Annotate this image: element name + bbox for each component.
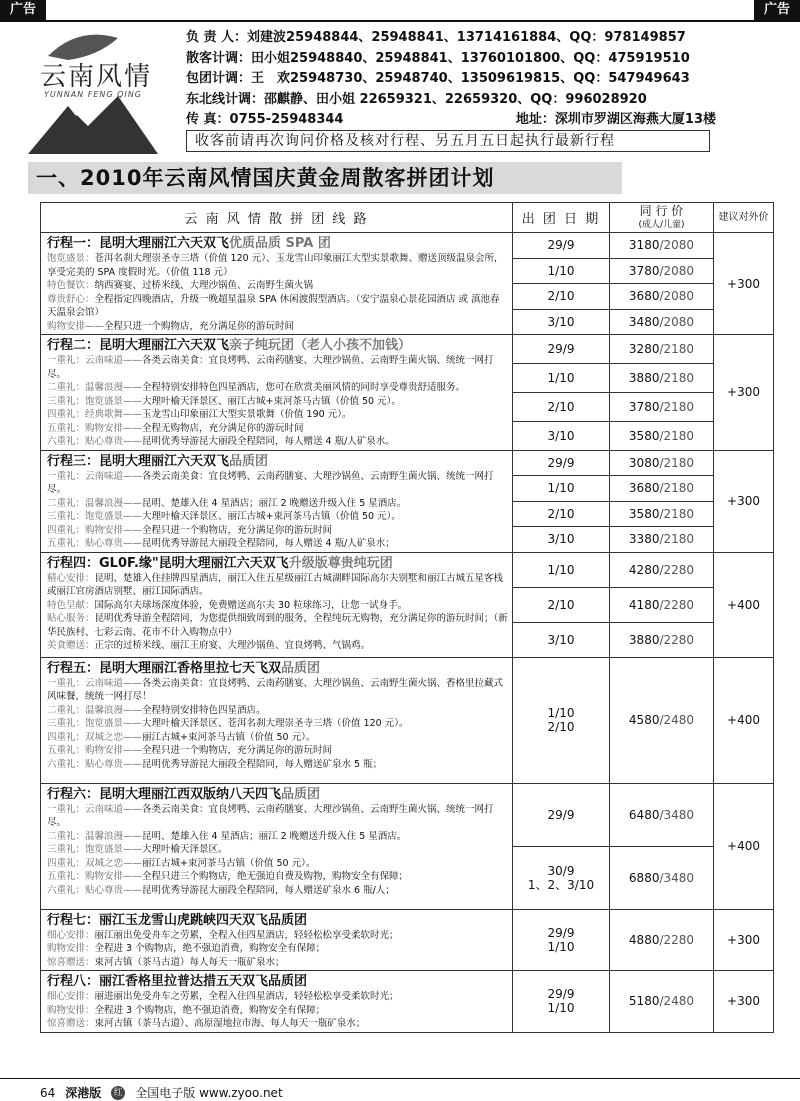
price-cell [610,233,714,259]
route-title-main: 行程六：昆明大理丽江西双版纳八天四飞 [47,786,282,802]
route-detail-line [47,279,508,293]
departure-date: 2/10 [513,587,610,622]
departure-date: 29/9 1/10 [513,971,610,1033]
detail-label: 三重礼：饱览盛景—— [47,844,143,855]
route-cell [41,971,513,1033]
detail-label: 惊喜赠送： [47,956,95,968]
price-cell [610,284,714,310]
price-separator: / [659,263,664,278]
logo-title: 云南风情 [40,62,153,92]
child-price: 2180 [663,532,695,547]
route-detail-line [47,990,508,1004]
col-price-label: 同 行 价 [639,203,684,218]
price-separator: / [659,455,664,470]
adult-price: 3480 [628,314,660,329]
adult-price: 3580 [628,506,660,521]
route-detail-line [47,843,508,857]
suggested-price: +300 [714,971,774,1033]
departure-date: 29/9 [513,783,610,846]
route-detail-line [47,677,508,704]
departure-date: 30/9 1、2、3/10 [513,846,610,909]
departure-date: 3/10 [513,421,610,450]
price-cell [610,909,714,971]
footer-site: 全国电子版 www.zyoo.net [135,1086,283,1100]
departure-date: 29/9 1/10 [513,909,610,971]
departure-date: 1/10 [513,258,610,284]
departure-date: 1/10 2/10 [513,657,610,783]
detail-text: 昆明、楚雄入住 4 星酒店；丽江 2 晚赠送升级入住 5 星酒店。 [142,497,407,509]
suggested-price: +300 [714,909,774,971]
route-title-highlight: 品质团 [281,660,321,676]
detail-text: 纳西赛宴、过桥米线、大理沙锅鱼、云南野生菌火锅 [94,280,314,291]
detail-text: 束河古镇（茶马古道）、高原湿地拉市海、每人每天一瓶矿泉水； [94,1018,366,1029]
detail-label: 二重礼：温馨浪漫—— [47,382,143,393]
route-cell [41,335,513,451]
child-price: 2180 [663,428,695,443]
route-detail-line [47,422,508,436]
child-price: 2180 [663,399,695,414]
route-detail-line [47,830,508,844]
price-separator: / [659,289,664,304]
detail-text: 全程进 3 个购物店，绝不强迫消费，购物安全有保障； [94,1004,326,1016]
adult-price: 3180 [628,238,660,253]
detail-label: 五重礼：购物安排—— [47,422,143,434]
detail-text: 束河古镇（茶马古道）每人每天一瓶矿泉水； [94,956,285,968]
adult-price: 4580 [628,713,660,727]
col-date: 出 团 日 期 [513,203,610,233]
route-title [47,235,508,252]
route-title-highlight: 优质品质 SPA 团 [229,236,331,251]
bottom-divider [0,1078,800,1079]
adult-price: 4280 [628,562,660,577]
detail-text: 昆明优秀导游昆大丽段全程陪同，每人赠送 4 瓶/人矿泉水； [142,538,395,549]
detail-label: 二重礼：温馨浪漫—— [47,497,143,509]
route-cell [41,909,513,971]
departure-date: 3/10 [513,622,610,657]
route-title-main: 行程四：GL0F.缘"昆明大理丽江六天双飞 [47,555,289,571]
detail-label: 四重礼：双城之恋—— [47,731,143,743]
child-price: 2280 [663,932,695,947]
detail-label: 尊贵舒心： [47,293,95,305]
route-cell [41,657,513,783]
price-cell [610,309,714,335]
detail-text: 玉龙雪山印象丽江大型实景歌舞（价值 190 元）。 [142,409,352,420]
price-separator: / [659,994,664,1009]
adult-price: 6880 [628,870,660,885]
price-separator: / [659,870,664,885]
price-separator: / [659,506,664,521]
contact-line: 负 责 人：刘建波25948844、25948841、13714161884、QQ：978149857 [186,30,686,45]
detail-text: 全程特别安排特色四星酒店，您可在欣赏美丽风情的同时享受尊贵舒适服务。 [142,382,466,393]
route-title [47,337,508,354]
child-price: 2180 [663,506,695,521]
detail-label: 六重礼：贴心尊贵—— [47,758,143,770]
route-detail-line [47,599,508,613]
departure-date: 1/10 [513,363,610,392]
detail-label: 二重礼：温馨浪漫—— [47,704,143,716]
detail-label: 特色餐饮： [47,280,95,291]
child-price: 2180 [663,455,695,470]
price-cell [610,783,714,846]
route-detail-line [47,639,508,653]
price-separator: / [659,481,664,496]
detail-text: 全程只进三个购物店，绝无强迫自费及购物，购物安全有保障； [142,871,409,882]
company-logo [28,26,178,154]
departure-date: 2/10 [513,392,610,421]
detail-text: 大理叶榆天泽景区。 [142,844,228,855]
price-cell [610,587,714,622]
route-title-main: 行程三：昆明大理丽江六天双飞 [47,453,230,469]
adult-price: 3680 [628,289,660,304]
adult-price: 3880 [628,632,660,647]
suggested-price: +400 [714,783,774,909]
price-separator: / [659,428,664,443]
adult-price: 3780 [628,263,660,278]
route-detail-line [47,572,508,599]
price-cell [610,622,714,657]
route-title [47,786,508,803]
price-separator: / [659,713,664,727]
notice-box: 收客前请再次询问价格及核对行程、另五月五日起执行最新行程 [186,130,710,152]
col-price-sub: (成人/儿童) [638,219,685,230]
adult-price: 3780 [628,399,660,414]
table-row [41,450,774,476]
detail-text: 丽进丽出免受舟车之劳累，全程入住四星酒店，轻轻松松享受柔软时光； [94,991,399,1002]
route-detail-line [47,320,508,334]
adult-price: 3280 [628,341,660,356]
route-detail-line [47,354,508,381]
fax: 传 真：0755-25948344 [186,112,344,127]
detail-label: 五重礼：购物安排—— [47,745,143,756]
table-row [41,657,774,783]
contact-line: 散客计调：田小姐25948840、25948841、13760101800、QQ：475919510 [186,50,690,66]
price-cell [610,258,714,284]
fax-line [186,110,746,131]
departure-date: 3/10 [513,309,610,335]
route-detail-line [47,408,508,422]
route-title [47,912,508,929]
detail-label: 二重礼：温馨浪漫—— [47,830,143,842]
detail-text: 各类云南美食：宜良烤鸭、云南药膳宴、大理沙锅鱼、云南野生菌火锅、香格里拉藏式风味餐，统统一网打尽！ [47,677,504,702]
route-table [40,202,774,1033]
table-row [41,552,774,587]
route-detail-line [47,870,508,884]
suggested-price: +300 [714,335,774,451]
detail-label: 三重礼：饱览盛景—— [47,395,143,407]
departure-date: 29/9 [513,450,610,476]
table-row [41,783,774,846]
adult-price: 3880 [628,370,660,385]
route-detail-line [47,435,508,449]
price-cell [610,971,714,1033]
table-row [41,909,774,971]
route-detail-line [47,1017,508,1031]
detail-text: 全程只进一个购物店，充分满足你的游玩时间 [142,745,333,756]
detail-text: 昆明优秀导游全程陪同，为您提供细致周到的服务，全程纯玩无购物，充分满足你的游玩时间；（新华民族村、七彩云南、花市不计入购物点中） [47,613,508,638]
detail-label: 细心安排： [47,991,95,1002]
detail-label: 美食赠送： [47,640,95,651]
col-route: 云 南 风 情 散 拼 团 线 路 [41,203,513,233]
detail-label: 饱览盛景： [47,253,95,264]
detail-label: 惊喜赠送： [47,1018,95,1029]
detail-text: 全程进 3 个购物店，绝不强迫消费，购物安全有保障； [94,943,326,954]
departure-date: 1/10 [513,476,610,502]
detail-text: 大理叶榆天泽景区、苍洱名刹大理崇圣寺三塔（价值 120 元）。 [142,718,409,729]
route-detail-line [47,704,508,718]
contact-line: 包团计调：王 欢25948730、25948740、13509619815、QQ：547949643 [186,71,690,86]
detail-label: 四重礼：购物安排—— [47,524,143,536]
price-separator: / [659,341,664,356]
route-detail-line [47,1004,508,1018]
table-row [41,971,774,1033]
detail-text: 全程指定四晚酒店，升级一晚超星温泉 SPA 休闲渡假型酒店。（安宁温泉心景花园酒店 或 滇池春天温泉会馆） [47,293,500,318]
logo-bottom-text: 魅力东北 [56,126,128,147]
detail-text: 正宗的过桥米线、丽江王府宴、大理沙锅鱼、宜良烤鸭、气锅鸡。 [94,640,371,651]
detail-text: 全程特别安排特色四星酒店。 [142,704,266,716]
address: 地址：深圳市罗湖区海燕大厦13楼 [515,112,716,127]
child-price: 2280 [663,632,695,647]
route-detail-line [47,758,508,772]
route-detail-line [47,497,508,511]
adult-price: 4180 [628,597,660,612]
detail-label: 四重礼：双城之恋—— [47,857,143,869]
route-title [47,453,508,470]
detail-text: 国际高尔夫球场深度体验，免费赠送高尔夫 30 粒球练习，让您一试身手。 [94,599,408,611]
detail-text: 各类云南美食：宜良烤鸭、云南药膳宴、大理沙锅鱼、云南野生菌火锅、统统一网打尽。 [47,470,494,495]
adult-price: 4880 [628,932,660,947]
child-price: 2080 [663,289,695,304]
detail-text: 昆明、楚雄入住 4 星酒店；丽江 2 晚赠送升级入住 5 星酒店。 [142,830,407,842]
route-title-highlight: 升级版尊贵纯玩团 [288,555,393,571]
route-detail-line [47,252,508,279]
detail-label: 一重礼：云南味道—— [47,677,143,689]
ad-label-right: 广告 [754,0,800,20]
departure-date: 29/9 [513,233,610,259]
child-price: 2180 [663,370,695,385]
detail-text: 大理叶榆天泽景区、丽江古城+束河茶马古镇（价值 50 元）。 [142,395,401,407]
route-detail-line [47,929,508,943]
suggested-price: +300 [714,233,774,335]
price-cell [610,657,714,783]
route-detail-line [47,717,508,731]
price-separator: / [659,399,664,414]
route-detail-line [47,612,508,639]
detail-text: 全程只进一个购物店，充分满足你的游玩时间 [142,524,333,536]
detail-label: 三重礼：饱览盛景—— [47,718,143,729]
price-cell [610,846,714,909]
detail-label: 四重礼：经典歌舞—— [47,409,143,420]
top-divider [0,20,800,22]
route-detail-line [47,470,508,497]
route-detail-line [47,395,508,409]
child-price: 2280 [663,562,695,577]
footer [40,1084,283,1101]
logo-subtitle: YUNNAN FENG QING [44,90,142,99]
route-detail-line [47,942,508,956]
detail-text: 昆明优秀导游昆大丽段全程陪同，每人赠送 4 瓶/人矿泉水。 [142,436,395,447]
route-title-main: 行程五：昆明大理丽江香格里拉七天飞双 [47,660,282,676]
adult-price: 3380 [628,532,660,547]
price-separator: / [659,932,664,947]
child-price: 2080 [663,238,695,253]
suggested-price: +400 [714,552,774,657]
route-title-main: 行程七：丽江玉龙雪山虎跳峡四天双飞品质团 [47,912,308,928]
route-title-highlight: 品质团 [229,453,269,469]
route-detail-line [47,744,508,758]
price-separator: / [659,532,664,547]
route-title-main: 行程二：昆明大理丽江六天双飞 [47,338,230,353]
detail-label: 贴心服务： [47,613,95,624]
departure-date: 2/10 [513,284,610,310]
detail-text: 丽江丽出免受舟车之劳累，全程入住四星酒店，轻轻松松享受柔软时光； [94,929,399,941]
route-detail-line [47,956,508,970]
detail-label: 购物安排： [47,943,95,954]
route-title [47,973,508,990]
child-price: 2180 [663,341,695,356]
detail-text: 各类云南美食：宜良烤鸭、云南药膳宴、大理沙锅鱼、云南野生菌火锅、统统一网打尽。 [47,355,494,380]
ad-label-left: 广告 [0,0,46,20]
detail-text: 苍洱名刹大理崇圣寺三塔（价值 120 元）、玉龙雪山印象丽江大型实景歌舞、赠送顶级温泉会所，享受完美的 SPA 度假时光。（价值 118 元） [47,253,504,278]
route-cell [41,783,513,909]
child-price: 2480 [663,713,695,727]
route-cell [41,552,513,657]
route-detail-line [47,381,508,395]
price-separator: / [659,597,664,612]
col-add: 建议对外价 [714,203,774,233]
price-cell [610,363,714,392]
route-detail-line [47,731,508,745]
detail-text: 昆明、楚雄入住挂牌四星酒店，丽江入住五星级丽江古城湖畔国际高尔夫别墅和丽江古城五星客栈或丽江官房酒店别墅、丽江国际酒店。 [47,572,504,597]
price-cell [610,552,714,587]
route-title-main: 行程八：丽江香格里拉普达措五天双飞品质团 [47,974,308,989]
suggested-price: +400 [714,657,774,783]
price-cell [610,450,714,476]
detail-text: 丽江古城+束河茶马古镇（价值 50 元）。 [142,857,316,869]
child-price: 2280 [663,597,695,612]
adult-price: 3080 [628,455,660,470]
detail-text: 昆明优秀导游昆大丽段全程陪同，每人赠送矿泉水 5 瓶； [142,758,383,770]
adult-price: 5180 [628,994,660,1009]
route-title-highlight: 品质团 [281,786,321,802]
adult-price: 6480 [628,807,660,822]
price-cell [610,476,714,502]
detail-text: 全程无购物店，充分满足你的游玩时间 [142,422,304,434]
detail-label: 三重礼：饱览盛景—— [47,511,143,522]
price-separator: / [659,238,664,253]
detail-label: 一重礼：云南味道—— [47,803,143,815]
price-cell [610,392,714,421]
detail-label: 一重礼：云南味道—— [47,355,143,366]
detail-label: 细心安排： [47,929,95,941]
price-cell [610,501,714,527]
detail-label: 六重礼：贴心尊贵—— [47,884,143,896]
route-detail-line [47,293,508,320]
adult-price: 3680 [628,481,660,496]
contact-block [186,28,746,131]
detail-text: 大理叶榆天泽景区、丽江古城+束河茶马古镇（价值 50 元）。 [142,511,401,522]
detail-text: 昆明优秀导游昆大丽段全程陪同，每人赠送矿泉水 6 瓶/人； [142,884,395,896]
child-price: 2480 [663,994,695,1009]
price-separator: / [659,314,664,329]
child-price: 2080 [663,263,695,278]
price-cell [610,527,714,553]
page-number: 64 [40,1085,56,1100]
price-separator: / [659,562,664,577]
edition: 深港版 [65,1086,102,1100]
price-separator: / [659,370,664,385]
price-cell [610,335,714,364]
route-detail-line [47,537,508,551]
price-separator: / [659,632,664,647]
route-title [47,660,508,677]
suggested-price: +300 [714,450,774,552]
detail-label: 五重礼：贴心尊贵—— [47,538,143,549]
detail-label: 五重礼：购物安排—— [47,871,143,882]
detail-text: 全程只进一个购物店，充分满足你的游玩时间 [104,320,295,332]
price-cell [610,421,714,450]
adult-price: 3580 [628,428,660,443]
departure-date: 1/10 [513,552,610,587]
detail-text: 各类云南美食：宜良烤鸭、云南药膳宴、大理沙锅鱼、云南野生菌火锅、统统一网打尽。 [47,803,494,828]
departure-date: 2/10 [513,501,610,527]
price-separator: / [659,807,664,822]
departure-date: 3/10 [513,527,610,553]
detail-text: 丽江古城+束河茶马古镇（价值 50 元）。 [142,731,316,743]
child-price: 3480 [663,870,695,885]
table-row [41,335,774,364]
detail-label: 精心安排： [47,572,95,584]
route-title-highlight: 亲子纯玩团（老人小孩不加钱） [229,338,412,353]
route-detail-line [47,510,508,524]
detail-label: 购物安排—— [47,320,105,332]
child-price: 3480 [663,807,695,822]
route-title-main: 行程一：昆明大理丽江六天双飞 [47,236,230,251]
route-detail-line [47,524,508,538]
table-row [41,233,774,259]
detail-label: 特色呈献： [47,599,95,611]
contact-line: 东北线计调：邵麒静、田小姐 22659321、22659320、QQ：996028920 [186,91,647,107]
child-price: 2080 [663,314,695,329]
route-title [47,555,508,572]
detail-label: 一重礼：云南味道—— [47,470,143,482]
page-title: 一、2010年云南风情国庆黄金周散客拼团计划 [28,162,622,194]
route-detail-line [47,884,508,898]
route-detail-line [47,857,508,871]
col-price [610,203,714,233]
route-cell [41,450,513,552]
detail-label: 购物安排： [47,1004,95,1016]
departure-date: 29/9 [513,335,610,364]
route-cell [41,233,513,335]
edition-badge: 红 [111,1086,125,1100]
route-detail-line [47,803,508,830]
child-price: 2180 [663,481,695,496]
detail-label: 六重礼：贴心尊贵—— [47,436,143,447]
